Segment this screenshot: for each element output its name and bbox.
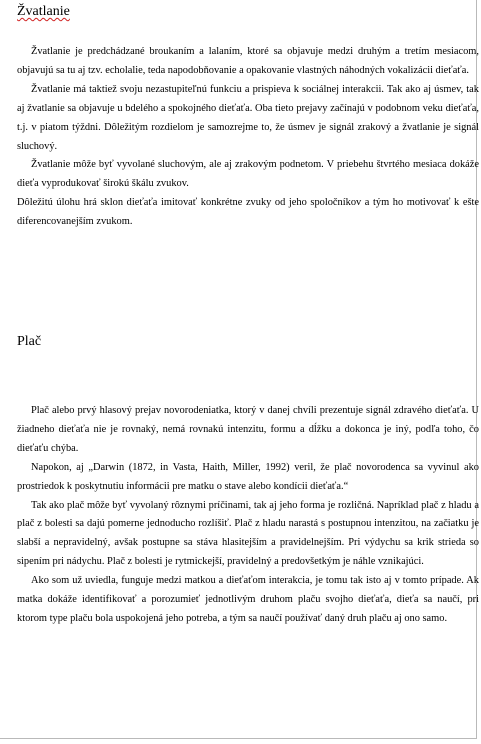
section-plac <box>17 402 479 629</box>
paragraph: Ako som už uviedla, funguje medzi matkou a dieťaťom interakcia, je tomu tak isto aj v tomto prípade. Ak matka dokáže identifikovať a porozumieť jednotlivým druhom plaču svojho dieťaťa, dieťa sa naučí, pri ktorom type plaču bola uspokojená jeho potreba, a tým sa naučí používať daný druh plaču aj ono samo. <box>17 575 479 624</box>
paragraph: Dôležitú úlohu hrá sklon dieťaťa imitovať konkrétne zvuky od jeho spoločníkov a tým ho motivovať k ešte diferencovanejším zvukom. <box>17 197 479 228</box>
paragraph: Žvatlanie je predchádzané broukaním a lalaním, ktoré sa objavuje medzi druhým a tretím mesiacom, objavujú sa tu aj tzv. echolalie, teda napodobňovanie a opakovanie vlastných náhodných vokalizácii dieťaťa. <box>17 46 479 76</box>
section-heading-zvatlanie: Žvatlanie <box>17 4 70 19</box>
paragraph: Žvatlanie môže byť vyvolané sluchovým, ale aj zrakovým podnetom. V priebehu štvrtého mesiaca dokáže dieťa vyprodukovať širokú škálu zvukov. <box>17 159 479 190</box>
paragraph: Tak ako plač môže byť vyvolaný rôznymi príčinami, tak aj jeho forma je rozličná. Napríklad plač z hladu a plač z bolesti sa dajú pomerne jednoducho rozlíšiť. Plač z hladu narastá s postupnou intenzitou, na začiatku je slabší a nepravidelný, avšak postupne sa stáva hlasitejším a pravidelnejším. Pri výdychu sa krik strieda so sipením pri nádychu. Plač z bolesti je rytmickejší, pravidelný a predovšetkým je náhle vznikajúci. <box>17 499 479 568</box>
paragraph: Žvatlanie má taktiež svoju nezastupiteľnú funkciu a prispieva k sociálnej interakcii. Tak ako aj úsmev, tak aj žvatlanie sa objavuje u bdelého a spokojného dieťaťa. Oba tieto prejavy začínajú v podobnom veku dieťaťa, t.j. v piatom týždni. Dôležitým rozdielom je samozrejme to, že úsmev je signál zrakový a žvatlanie je signál sluchový. <box>17 83 479 152</box>
paragraph: Napokon, aj „Darwin (1872, in Vasta, Haith, Miller, 1992) veril, že plač novorodenca sa vyvinul ako prostriedok k poskytnutiu informácii pre matku o stave alebo kondícii dieťaťa.“ <box>17 461 479 492</box>
section-heading-plac: Plač <box>17 334 42 349</box>
section-zvatlanie <box>17 43 479 232</box>
paragraph: Plač alebo prvý hlasový prejav novorodeniatka, ktorý v danej chvíli prezentuje signál zdravého dieťaťa. U žiadneho dieťaťa nie je rovnaký, nemá rovnakú intenzitu, formu a dĺžku a dokonca je iný, podľa toho, čo dieťaťu chýba. <box>17 405 479 454</box>
